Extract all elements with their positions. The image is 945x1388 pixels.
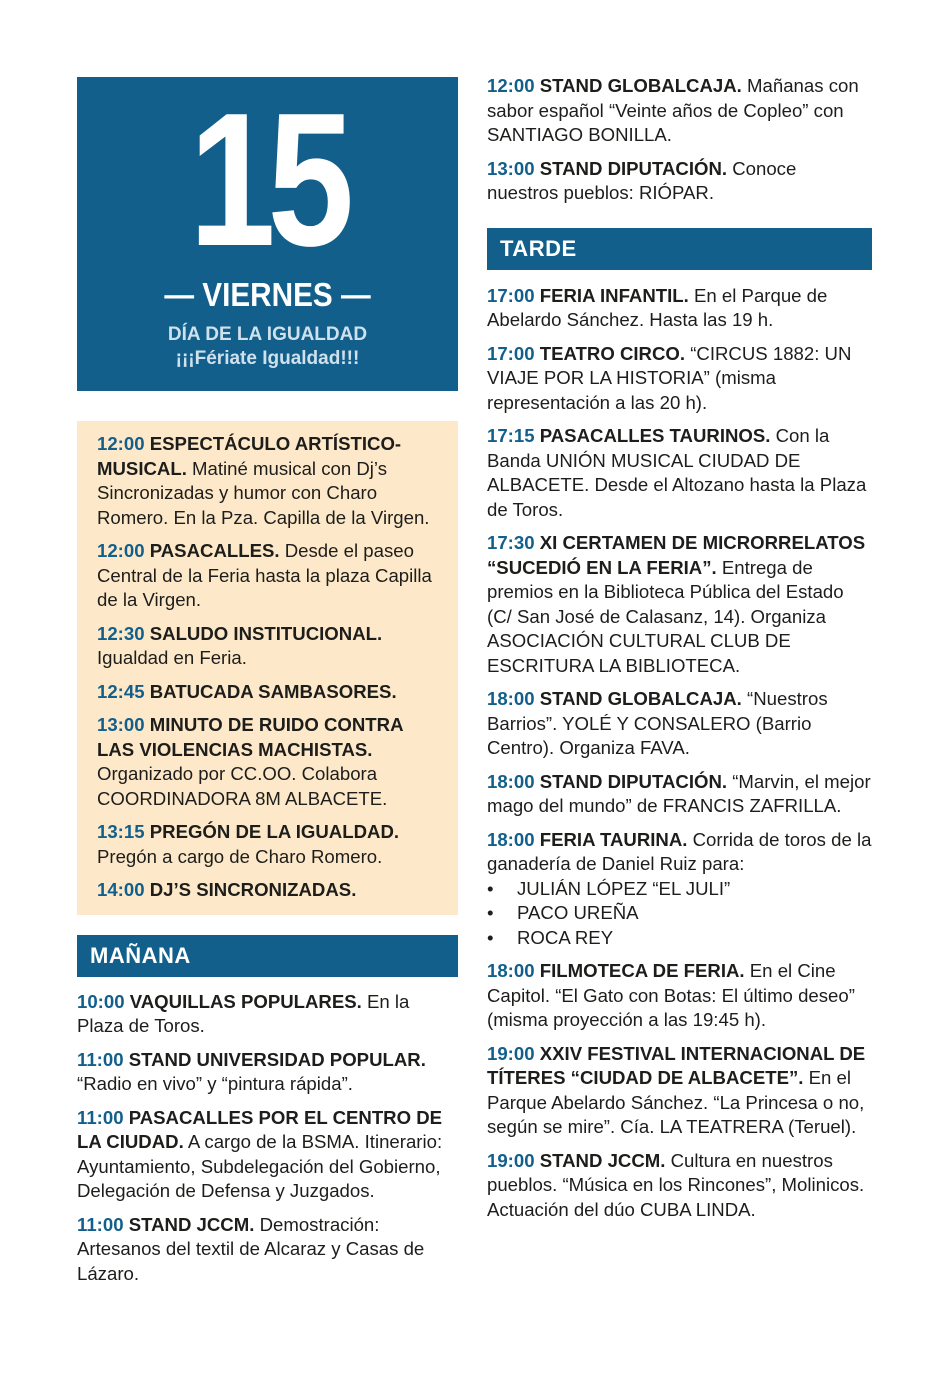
event-item bbox=[97, 622, 444, 671]
event-desc: “Nuestros Barrios”. YOLÉ Y CONSALERO (Barrio Centro). Organiza FAVA. bbox=[487, 688, 828, 758]
event-title: STAND UNIVERSIDAD POPULAR. bbox=[128, 1048, 426, 1070]
right-column bbox=[487, 74, 872, 1231]
event-time: 12:00 bbox=[97, 433, 145, 454]
event-title: TEATRO CIRCO. bbox=[539, 342, 686, 364]
event-desc: Organizado por CC.OO. Colabora COORDINADORA 8M ALBACETE. bbox=[97, 763, 388, 809]
event-time: 17:00 bbox=[487, 284, 535, 306]
event-title: BATUCADA SAMBASORES. bbox=[149, 680, 397, 702]
event-item bbox=[77, 1106, 458, 1204]
list-item: • JULIÁN LÓPEZ “EL JULI” bbox=[487, 877, 872, 902]
event-time: 10:00 bbox=[77, 990, 125, 1012]
event-time: 11:00 bbox=[77, 1213, 124, 1235]
bullfighter-list bbox=[487, 877, 872, 951]
event-title: FILMOTECA DE FERIA. bbox=[539, 960, 745, 981]
event-desc: En la Plaza de Toros. bbox=[77, 990, 410, 1036]
morning-events bbox=[77, 977, 458, 1287]
event-title: PASACALLES POR EL CENTRO DE LA CIUDAD. bbox=[77, 1106, 443, 1152]
event-item bbox=[487, 424, 872, 522]
event-item bbox=[487, 342, 872, 416]
event-time: 12:00 bbox=[487, 75, 535, 96]
event-time: 12:00 bbox=[97, 540, 145, 561]
event-item bbox=[487, 157, 872, 206]
event-item bbox=[77, 990, 458, 1039]
event-desc: “Marvin, el mejor mago del mundo” de FRANCIS ZAFRILLA. bbox=[487, 770, 871, 816]
event-time: 19:00 bbox=[487, 1042, 535, 1064]
event-time: 19:00 bbox=[487, 1149, 535, 1171]
list-item: • ROCA REY bbox=[487, 926, 872, 951]
event-time: 13:00 bbox=[487, 157, 535, 179]
event-desc: En el Cine Capitol. “El Gato con Botas: El último deseo” (misma proyección a las 19:45 h). bbox=[487, 960, 855, 1030]
event-item bbox=[97, 680, 444, 705]
section-heading-morning: MAÑANA bbox=[77, 935, 458, 977]
event-title: PASACALLES TAURINOS. bbox=[539, 425, 771, 446]
event-title: STAND JCCM. bbox=[128, 1213, 255, 1235]
event-item bbox=[97, 820, 444, 869]
event-title: STAND DIPUTACIÓN. bbox=[539, 157, 728, 179]
event-time: 18:00 bbox=[487, 828, 535, 850]
event-time: 17:30 bbox=[487, 532, 535, 553]
event-title: ESPECTÁCULO ARTÍSTICO-MUSICAL. bbox=[97, 433, 402, 479]
day-weekday: — VIERNES — bbox=[164, 276, 371, 313]
event-desc: Con la Banda UNIÓN MUSICAL CIUDAD DE ALBACETE. Desde el Altozano hasta la Plaza de Toros. bbox=[487, 425, 867, 520]
event-title: FERIA INFANTIL. bbox=[539, 284, 689, 306]
event-item bbox=[97, 878, 444, 903]
event-item bbox=[487, 687, 872, 761]
event-desc: En el Parque de Abelardo Sánchez. Hasta las 19 h. bbox=[487, 284, 828, 330]
event-desc: Conoce nuestros pueblos: RIÓPAR. bbox=[487, 157, 797, 203]
event-title: PREGÓN DE LA IGUALDAD. bbox=[149, 821, 400, 842]
event-time: 18:00 bbox=[487, 688, 535, 709]
event-item bbox=[77, 1048, 458, 1097]
day-slogan: ¡¡¡Fériate Igualdad!!! bbox=[175, 348, 360, 369]
event-item bbox=[97, 713, 444, 811]
event-item bbox=[97, 432, 444, 530]
event-title: STAND JCCM. bbox=[539, 1149, 666, 1171]
event-title: PASACALLES. bbox=[149, 540, 280, 561]
event-title: STAND DIPUTACIÓN. bbox=[539, 770, 728, 792]
event-title: VAQUILLAS POPULARES. bbox=[129, 990, 362, 1012]
event-title: STAND GLOBALCAJA. bbox=[539, 75, 742, 96]
event-time: 12:45 bbox=[97, 680, 145, 702]
event-item bbox=[487, 1042, 872, 1140]
event-title: FERIA TAURINA. bbox=[539, 828, 688, 850]
event-item bbox=[487, 828, 872, 951]
event-time: 17:00 bbox=[487, 342, 535, 364]
event-title: XI CERTAMEN DE MICRORRELATOS “SUCEDIÓ EN LA FERIA”. bbox=[487, 532, 866, 578]
event-item bbox=[487, 284, 872, 333]
event-item bbox=[77, 1213, 458, 1287]
day-number: 15 bbox=[189, 74, 346, 286]
event-desc: Desde el paseo Central de la Feria hasta la plaza Capilla de la Virgen. bbox=[97, 540, 432, 610]
event-desc: “CIRCUS 1882: UN VIAJE POR LA HISTORIA” (misma representación a las 20 h). bbox=[487, 342, 852, 413]
list-item: • PACO UREÑA bbox=[487, 901, 872, 926]
event-desc: A cargo de la BSMA. Itinerario: Ayuntamiento, Subdelegación del Gobierno, Delegación de Defensa y Juzgados. bbox=[77, 1131, 443, 1201]
event-time: 11:00 bbox=[77, 1106, 124, 1128]
event-desc: En el Parque Abelardo Sánchez. “La Princesa o no, según se mire”. Cía. LA TEATRERA (Teruel). bbox=[487, 1067, 865, 1137]
event-desc: Entrega de premios en la Biblioteca Pública del Estado (C/ San José de Calasanz, 14). Organiza ASOCIACIÓN CULTURAL CLUB DE ESCRITURA LA BIBLIOTECA. bbox=[487, 556, 844, 676]
event-item bbox=[97, 539, 444, 613]
event-desc: Igualdad en Feria. bbox=[97, 647, 247, 668]
event-title: STAND GLOBALCAJA. bbox=[539, 688, 742, 709]
left-column bbox=[77, 74, 458, 1295]
section-heading-afternoon: TARDE bbox=[487, 228, 872, 270]
event-time: 14:00 bbox=[97, 879, 145, 900]
event-item bbox=[487, 531, 872, 678]
event-time: 13:00 bbox=[97, 714, 145, 735]
event-desc: Mañanas con sabor español “Veinte años de Copleo” con SANTIAGO BONILLA. bbox=[487, 75, 859, 145]
day-header bbox=[77, 74, 458, 391]
event-desc: Cultura en nuestros pueblos. “Música en los Rincones”, Molinicos. Actuación del dúo CUBA LINDA. bbox=[487, 1149, 865, 1220]
event-desc: Matiné musical con Dj’s Sincronizadas y humor con Charo Romero. En la Pza. Capilla de la Virgen. bbox=[97, 457, 430, 528]
equality-events-box bbox=[77, 421, 458, 915]
event-desc: Corrida de toros de la ganadería de Daniel Ruiz para: bbox=[487, 828, 872, 874]
event-time: 13:15 bbox=[97, 821, 145, 842]
afternoon-events bbox=[487, 284, 872, 1223]
day-theme: DÍA DE LA IGUALDAD bbox=[167, 324, 368, 345]
event-item bbox=[487, 1149, 872, 1223]
day-subtitle bbox=[77, 323, 458, 371]
event-time: 18:00 bbox=[487, 770, 535, 792]
event-item bbox=[487, 959, 872, 1033]
event-time: 11:00 bbox=[77, 1048, 124, 1070]
event-time: 12:30 bbox=[97, 622, 145, 644]
event-time: 18:00 bbox=[487, 960, 535, 981]
event-desc: “Radio en vivo” y “pintura rápida”. bbox=[77, 1073, 353, 1094]
event-desc: Pregón a cargo de Charo Romero. bbox=[97, 845, 383, 867]
event-item bbox=[487, 74, 872, 148]
event-title: DJ’S SINCRONIZADAS. bbox=[149, 879, 357, 900]
event-desc: Demostración: Artesanos del textil de Alcaraz y Casas de Lázaro. bbox=[77, 1213, 425, 1284]
event-title: SALUDO INSTITUCIONAL. bbox=[149, 622, 383, 644]
event-item bbox=[487, 770, 872, 819]
event-title: MINUTO DE RUIDO CONTRA LAS VIOLENCIAS MACHISTAS. bbox=[97, 714, 403, 760]
event-time: 17:15 bbox=[487, 425, 535, 446]
event-title: XXIV FESTIVAL INTERNACIONAL DE TÍTERES “CIUDAD DE ALBACETE”. bbox=[487, 1042, 866, 1088]
